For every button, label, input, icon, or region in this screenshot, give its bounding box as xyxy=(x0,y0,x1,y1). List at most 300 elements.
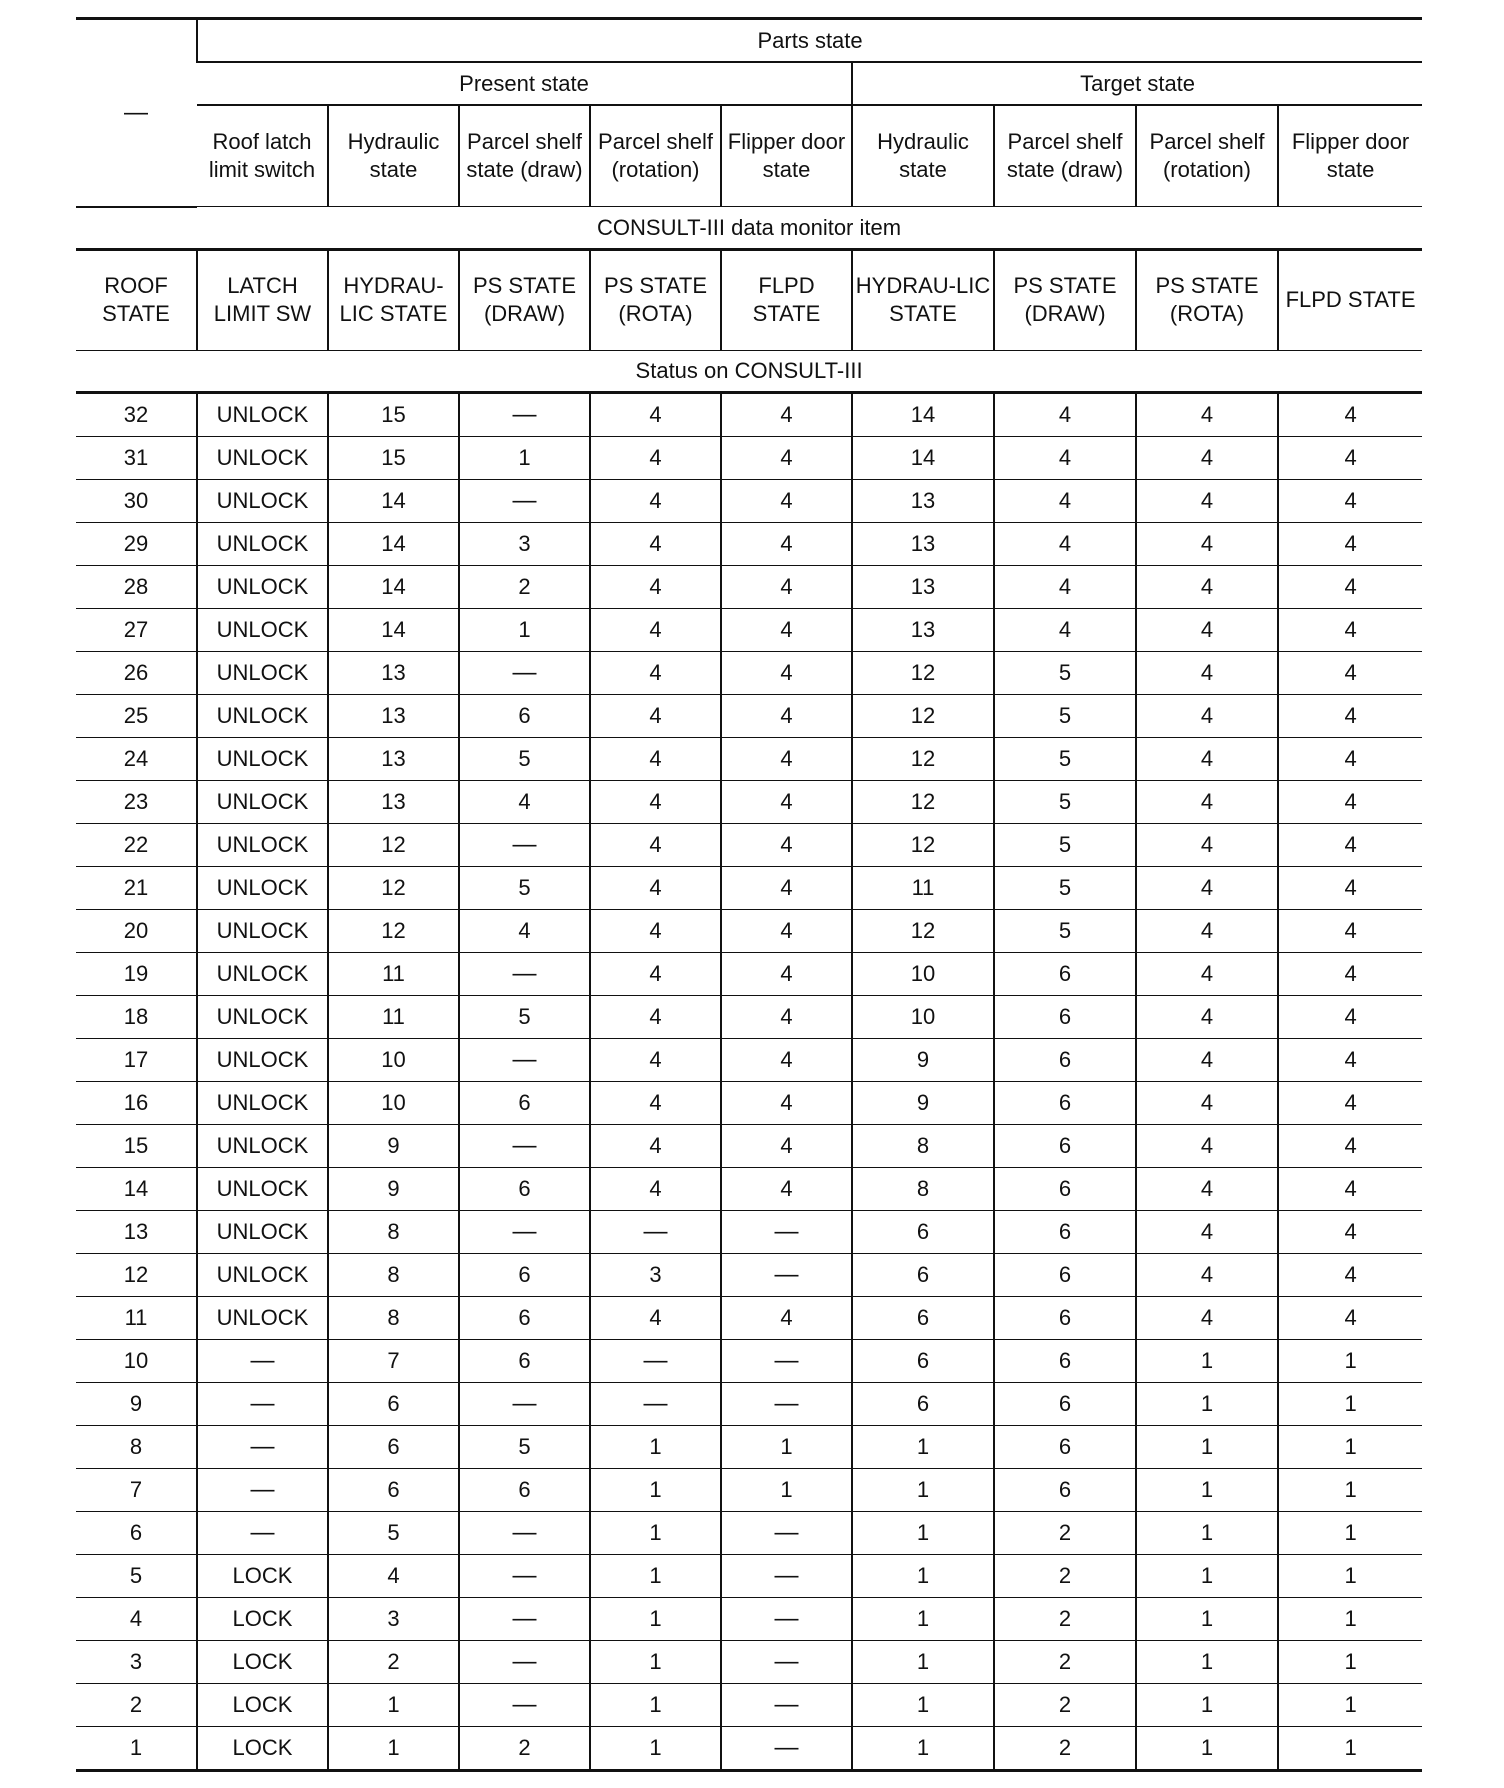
roof-state-cell: 2 xyxy=(76,1683,197,1726)
target-ps-state-rota-cell: 4 xyxy=(1136,1210,1278,1253)
ps-state-draw-cell: — xyxy=(459,1554,590,1597)
target-flpd-state-cell: 4 xyxy=(1278,479,1422,522)
hydraulic-state-cell: 12 xyxy=(328,866,459,909)
target-flpd-state-cell: 1 xyxy=(1278,1554,1422,1597)
ps-state-rota-cell: 4 xyxy=(590,436,721,479)
hydraulic-state-cell: 8 xyxy=(328,1296,459,1339)
roof-state-cell: 26 xyxy=(76,651,197,694)
ps-state-rota-cell: — xyxy=(590,1382,721,1425)
latch-limit-sw-cell: LOCK xyxy=(197,1554,328,1597)
hydraulic-state-cell: 5 xyxy=(328,1511,459,1554)
target-flpd-state-cell: 4 xyxy=(1278,1296,1422,1339)
target-hydraulic-state-cell: 13 xyxy=(852,522,994,565)
table-row xyxy=(76,522,1422,565)
target-flpd-state-cell: 4 xyxy=(1278,1124,1422,1167)
flpd-state-cell: 4 xyxy=(721,436,852,479)
latch-limit-sw-cell: LOCK xyxy=(197,1726,328,1770)
target-ps-state-draw-cell: 4 xyxy=(994,392,1136,436)
ps-state-rota-cell: 4 xyxy=(590,1296,721,1339)
target-flpd-state-cell: 4 xyxy=(1278,565,1422,608)
target-hydraulic-state-cell: 8 xyxy=(852,1167,994,1210)
latch-limit-sw-cell: UNLOCK xyxy=(197,565,328,608)
target-ps-state-draw-cell: 5 xyxy=(994,651,1136,694)
target-flpd-state-cell: 1 xyxy=(1278,1339,1422,1382)
target-ps-state-draw-cell: 6 xyxy=(994,952,1136,995)
roof-state-cell: 24 xyxy=(76,737,197,780)
target-flpd-state-cell: 4 xyxy=(1278,651,1422,694)
target-ps-state-draw-cell: 2 xyxy=(994,1511,1136,1554)
target-ps-state-rota-cell: 4 xyxy=(1136,823,1278,866)
latch-limit-sw-cell: — xyxy=(197,1468,328,1511)
target-hydraulic-state-cell: 1 xyxy=(852,1511,994,1554)
target-hydraulic-state-cell: 12 xyxy=(852,909,994,952)
ps-state-rota-cell: 4 xyxy=(590,952,721,995)
status-on-consult-heading: Status on CONSULT-III xyxy=(76,350,1422,392)
ps-state-rota-cell: 1 xyxy=(590,1726,721,1770)
roof-state-table xyxy=(76,17,1422,1772)
ps-state-draw-cell: 6 xyxy=(459,694,590,737)
target-hydraulic-state-cell: 10 xyxy=(852,995,994,1038)
col-target-parcel-shelf-draw: Parcel shelf state (draw) xyxy=(994,105,1136,207)
table-row xyxy=(76,1726,1422,1770)
latch-limit-sw-cell: LOCK xyxy=(197,1640,328,1683)
ps-state-rota-cell: 1 xyxy=(590,1597,721,1640)
ps-state-draw-cell: 2 xyxy=(459,1726,590,1770)
latch-limit-sw-cell: UNLOCK xyxy=(197,1038,328,1081)
target-ps-state-draw-cell: 2 xyxy=(994,1640,1136,1683)
target-hydraulic-state-cell: 6 xyxy=(852,1296,994,1339)
target-ps-state-draw-cell: 5 xyxy=(994,823,1136,866)
target-ps-state-rota-cell: 4 xyxy=(1136,608,1278,651)
table-row xyxy=(76,1511,1422,1554)
flpd-state-cell: — xyxy=(721,1339,852,1382)
latch-limit-sw-cell: UNLOCK xyxy=(197,436,328,479)
target-flpd-state-cell: 1 xyxy=(1278,1683,1422,1726)
target-ps-state-draw-cell: 6 xyxy=(994,1468,1136,1511)
flpd-state-cell: — xyxy=(721,1511,852,1554)
hydraulic-state-cell: 6 xyxy=(328,1468,459,1511)
ps-state-rota-cell: 4 xyxy=(590,522,721,565)
target-hydraulic-state-cell: 13 xyxy=(852,565,994,608)
hydraulic-state-cell: 13 xyxy=(328,694,459,737)
monitor-ps-state-draw: PS STATE (DRAW) xyxy=(459,249,590,350)
target-ps-state-rota-cell: 4 xyxy=(1136,909,1278,952)
target-flpd-state-cell: 4 xyxy=(1278,952,1422,995)
target-ps-state-rota-cell: 4 xyxy=(1136,651,1278,694)
ps-state-rota-cell: 4 xyxy=(590,1167,721,1210)
table-row xyxy=(76,651,1422,694)
latch-limit-sw-cell: UNLOCK xyxy=(197,522,328,565)
table-row xyxy=(76,995,1422,1038)
ps-state-draw-cell: 5 xyxy=(459,866,590,909)
roof-state-cell: 5 xyxy=(76,1554,197,1597)
flpd-state-cell: 4 xyxy=(721,608,852,651)
table-row xyxy=(76,1253,1422,1296)
target-hydraulic-state-cell: 12 xyxy=(852,694,994,737)
roof-state-cell: 10 xyxy=(76,1339,197,1382)
target-hydraulic-state-cell: 1 xyxy=(852,1468,994,1511)
target-ps-state-rota-cell: 4 xyxy=(1136,952,1278,995)
target-hydraulic-state-cell: 8 xyxy=(852,1124,994,1167)
target-hydraulic-state-cell: 14 xyxy=(852,436,994,479)
ps-state-rota-cell: 4 xyxy=(590,565,721,608)
target-hydraulic-state-cell: 12 xyxy=(852,737,994,780)
ps-state-draw-cell: — xyxy=(459,392,590,436)
target-ps-state-draw-cell: 2 xyxy=(994,1683,1136,1726)
latch-limit-sw-cell: UNLOCK xyxy=(197,479,328,522)
monitor-target-hydraulic-state: HYDRAU-LIC STATE xyxy=(852,249,994,350)
target-hydraulic-state-cell: 1 xyxy=(852,1597,994,1640)
hydraulic-state-cell: 14 xyxy=(328,522,459,565)
table-row xyxy=(76,608,1422,651)
target-flpd-state-cell: 4 xyxy=(1278,1081,1422,1124)
table-row xyxy=(76,1425,1422,1468)
hydraulic-state-cell: 15 xyxy=(328,392,459,436)
ps-state-draw-cell: — xyxy=(459,651,590,694)
ps-state-rota-cell: 1 xyxy=(590,1425,721,1468)
target-flpd-state-cell: 4 xyxy=(1278,522,1422,565)
ps-state-rota-cell: 1 xyxy=(590,1511,721,1554)
col-target-hydraulic-state: Hydraulic state xyxy=(852,105,994,207)
ps-state-rota-cell: — xyxy=(590,1210,721,1253)
table-row xyxy=(76,1167,1422,1210)
monitor-flpd-state: FLPD STATE xyxy=(721,249,852,350)
target-hydraulic-state-cell: 6 xyxy=(852,1382,994,1425)
hydraulic-state-cell: 4 xyxy=(328,1554,459,1597)
hydraulic-state-cell: 10 xyxy=(328,1038,459,1081)
parts-state-heading: Parts state xyxy=(197,19,1422,63)
roof-state-cell: 1 xyxy=(76,1726,197,1770)
ps-state-draw-cell: — xyxy=(459,1382,590,1425)
target-ps-state-rota-cell: 1 xyxy=(1136,1554,1278,1597)
roof-state-cell: 4 xyxy=(76,1597,197,1640)
hydraulic-state-cell: 8 xyxy=(328,1210,459,1253)
col-present-hydraulic-state: Hydraulic state xyxy=(328,105,459,207)
roof-state-cell: 28 xyxy=(76,565,197,608)
flpd-state-cell: — xyxy=(721,1597,852,1640)
target-hydraulic-state-cell: 1 xyxy=(852,1554,994,1597)
col-target-flipper-door: Flipper door state xyxy=(1278,105,1422,207)
ps-state-draw-cell: — xyxy=(459,1124,590,1167)
monitor-ps-state-rota: PS STATE (ROTA) xyxy=(590,249,721,350)
ps-state-rota-cell: 1 xyxy=(590,1554,721,1597)
target-ps-state-draw-cell: 4 xyxy=(994,479,1136,522)
flpd-state-cell: — xyxy=(721,1726,852,1770)
ps-state-draw-cell: 6 xyxy=(459,1167,590,1210)
hydraulic-state-cell: 9 xyxy=(328,1124,459,1167)
hydraulic-state-cell: 9 xyxy=(328,1167,459,1210)
latch-limit-sw-cell: UNLOCK xyxy=(197,1296,328,1339)
target-hydraulic-state-cell: 13 xyxy=(852,479,994,522)
latch-limit-sw-cell: UNLOCK xyxy=(197,995,328,1038)
ps-state-draw-cell: — xyxy=(459,1597,590,1640)
target-ps-state-rota-cell: 1 xyxy=(1136,1511,1278,1554)
flpd-state-cell: 4 xyxy=(721,522,852,565)
table-row xyxy=(76,694,1422,737)
table-row xyxy=(76,780,1422,823)
target-flpd-state-cell: 1 xyxy=(1278,1425,1422,1468)
table-row xyxy=(76,1038,1422,1081)
hydraulic-state-cell: 11 xyxy=(328,995,459,1038)
hydraulic-state-cell: 13 xyxy=(328,651,459,694)
latch-limit-sw-cell: UNLOCK xyxy=(197,1167,328,1210)
flpd-state-cell: 1 xyxy=(721,1468,852,1511)
target-ps-state-rota-cell: 4 xyxy=(1136,565,1278,608)
roof-state-cell: 8 xyxy=(76,1425,197,1468)
table-row xyxy=(76,952,1422,995)
target-flpd-state-cell: 4 xyxy=(1278,737,1422,780)
flpd-state-cell: 4 xyxy=(721,1081,852,1124)
latch-limit-sw-cell: UNLOCK xyxy=(197,866,328,909)
target-flpd-state-cell: 4 xyxy=(1278,608,1422,651)
target-flpd-state-cell: 1 xyxy=(1278,1511,1422,1554)
ps-state-rota-cell: 4 xyxy=(590,1081,721,1124)
roof-state-cell: 29 xyxy=(76,522,197,565)
table-row xyxy=(76,1210,1422,1253)
latch-limit-sw-cell: UNLOCK xyxy=(197,1124,328,1167)
target-ps-state-draw-cell: 2 xyxy=(994,1726,1136,1770)
monitor-target-ps-state-draw: PS STATE (DRAW) xyxy=(994,249,1136,350)
latch-limit-sw-cell: UNLOCK xyxy=(197,780,328,823)
flpd-state-cell: 4 xyxy=(721,823,852,866)
target-ps-state-draw-cell: 6 xyxy=(994,995,1136,1038)
ps-state-rota-cell: 4 xyxy=(590,780,721,823)
target-ps-state-rota-cell: 4 xyxy=(1136,694,1278,737)
roof-state-cell: 22 xyxy=(76,823,197,866)
target-ps-state-draw-cell: 4 xyxy=(994,522,1136,565)
target-ps-state-draw-cell: 6 xyxy=(994,1296,1136,1339)
flpd-state-cell: 4 xyxy=(721,392,852,436)
hydraulic-state-cell: 6 xyxy=(328,1382,459,1425)
target-ps-state-rota-cell: 4 xyxy=(1136,522,1278,565)
target-ps-state-draw-cell: 6 xyxy=(994,1167,1136,1210)
flpd-state-cell: 4 xyxy=(721,694,852,737)
flpd-state-cell: 4 xyxy=(721,909,852,952)
target-flpd-state-cell: 1 xyxy=(1278,1726,1422,1770)
latch-limit-sw-cell: UNLOCK xyxy=(197,909,328,952)
target-ps-state-draw-cell: 4 xyxy=(994,608,1136,651)
ps-state-draw-cell: 6 xyxy=(459,1339,590,1382)
target-hydraulic-state-cell: 1 xyxy=(852,1640,994,1683)
ps-state-rota-cell: — xyxy=(590,1339,721,1382)
roof-state-cell: 30 xyxy=(76,479,197,522)
target-ps-state-rota-cell: 1 xyxy=(1136,1339,1278,1382)
hydraulic-state-cell: 7 xyxy=(328,1339,459,1382)
latch-limit-sw-cell: UNLOCK xyxy=(197,608,328,651)
target-ps-state-rota-cell: 4 xyxy=(1136,995,1278,1038)
hydraulic-state-cell: 1 xyxy=(328,1683,459,1726)
target-hydraulic-state-cell: 12 xyxy=(852,823,994,866)
roof-state-cell: 17 xyxy=(76,1038,197,1081)
hydraulic-state-cell: 1 xyxy=(328,1726,459,1770)
flpd-state-cell: 1 xyxy=(721,1425,852,1468)
table-row xyxy=(76,1554,1422,1597)
roof-state-cell: 32 xyxy=(76,392,197,436)
ps-state-rota-cell: 4 xyxy=(590,1038,721,1081)
target-ps-state-rota-cell: 4 xyxy=(1136,737,1278,780)
col-present-flipper-door: Flipper door state xyxy=(721,105,852,207)
target-ps-state-rota-cell: 1 xyxy=(1136,1468,1278,1511)
roof-state-cell: 16 xyxy=(76,1081,197,1124)
target-ps-state-rota-cell: 4 xyxy=(1136,1124,1278,1167)
roof-state-cell: 12 xyxy=(76,1253,197,1296)
ps-state-draw-cell: 6 xyxy=(459,1468,590,1511)
flpd-state-cell: — xyxy=(721,1640,852,1683)
target-flpd-state-cell: 4 xyxy=(1278,1038,1422,1081)
hydraulic-state-cell: 13 xyxy=(328,737,459,780)
ps-state-draw-cell: — xyxy=(459,1511,590,1554)
table-row xyxy=(76,479,1422,522)
latch-limit-sw-cell: — xyxy=(197,1511,328,1554)
hydraulic-state-cell: 14 xyxy=(328,608,459,651)
target-hydraulic-state-cell: 9 xyxy=(852,1081,994,1124)
target-hydraulic-state-cell: 6 xyxy=(852,1339,994,1382)
ps-state-rota-cell: 4 xyxy=(590,392,721,436)
flpd-state-cell: 4 xyxy=(721,1124,852,1167)
flpd-state-cell: 4 xyxy=(721,1167,852,1210)
flpd-state-cell: 4 xyxy=(721,1038,852,1081)
latch-limit-sw-cell: — xyxy=(197,1382,328,1425)
ps-state-draw-cell: 1 xyxy=(459,436,590,479)
target-hydraulic-state-cell: 10 xyxy=(852,952,994,995)
hydraulic-state-cell: 14 xyxy=(328,565,459,608)
target-ps-state-draw-cell: 6 xyxy=(994,1210,1136,1253)
target-flpd-state-cell: 4 xyxy=(1278,866,1422,909)
ps-state-rota-cell: 4 xyxy=(590,909,721,952)
target-hydraulic-state-cell: 9 xyxy=(852,1038,994,1081)
flpd-state-cell: — xyxy=(721,1253,852,1296)
ps-state-rota-cell: 4 xyxy=(590,479,721,522)
target-ps-state-rota-cell: 1 xyxy=(1136,1683,1278,1726)
ps-state-draw-cell: — xyxy=(459,952,590,995)
target-ps-state-draw-cell: 2 xyxy=(994,1554,1136,1597)
flpd-state-cell: 4 xyxy=(721,651,852,694)
col-target-parcel-shelf-rotation: Parcel shelf (rotation) xyxy=(1136,105,1278,207)
roof-state-cell: 15 xyxy=(76,1124,197,1167)
roof-state-cell: 9 xyxy=(76,1382,197,1425)
table-row xyxy=(76,1339,1422,1382)
latch-limit-sw-cell: — xyxy=(197,1425,328,1468)
target-hydraulic-state-cell: 13 xyxy=(852,608,994,651)
target-ps-state-draw-cell: 6 xyxy=(994,1339,1136,1382)
flpd-state-cell: 4 xyxy=(721,952,852,995)
latch-limit-sw-cell: UNLOCK xyxy=(197,1081,328,1124)
flpd-state-cell: — xyxy=(721,1683,852,1726)
hydraulic-state-cell: 8 xyxy=(328,1253,459,1296)
target-ps-state-rota-cell: 1 xyxy=(1136,1382,1278,1425)
roof-state-cell: 3 xyxy=(76,1640,197,1683)
latch-limit-sw-cell: UNLOCK xyxy=(197,392,328,436)
roof-state-cell: 6 xyxy=(76,1511,197,1554)
target-ps-state-rota-cell: 4 xyxy=(1136,1167,1278,1210)
ps-state-rota-cell: 3 xyxy=(590,1253,721,1296)
table-row xyxy=(76,737,1422,780)
hydraulic-state-cell: 11 xyxy=(328,952,459,995)
target-flpd-state-cell: 4 xyxy=(1278,392,1422,436)
table-row xyxy=(76,392,1422,436)
target-flpd-state-cell: 4 xyxy=(1278,1167,1422,1210)
table-row xyxy=(76,565,1422,608)
target-ps-state-rota-cell: 4 xyxy=(1136,436,1278,479)
ps-state-rota-cell: 4 xyxy=(590,694,721,737)
ps-state-rota-cell: 4 xyxy=(590,651,721,694)
target-hydraulic-state-cell: 1 xyxy=(852,1726,994,1770)
latch-limit-sw-cell: UNLOCK xyxy=(197,1253,328,1296)
ps-state-rota-cell: 4 xyxy=(590,737,721,780)
ps-state-draw-cell: — xyxy=(459,1683,590,1726)
target-ps-state-rota-cell: 4 xyxy=(1136,392,1278,436)
flpd-state-cell: 4 xyxy=(721,737,852,780)
ps-state-draw-cell: 6 xyxy=(459,1081,590,1124)
target-hydraulic-state-cell: 1 xyxy=(852,1425,994,1468)
roof-state-cell: 25 xyxy=(76,694,197,737)
table-row xyxy=(76,1597,1422,1640)
ps-state-draw-cell: 6 xyxy=(459,1296,590,1339)
target-ps-state-draw-cell: 5 xyxy=(994,737,1136,780)
target-ps-state-rota-cell: 1 xyxy=(1136,1640,1278,1683)
target-ps-state-rota-cell: 4 xyxy=(1136,479,1278,522)
target-state-heading: Target state xyxy=(852,62,1422,105)
table-row xyxy=(76,1382,1422,1425)
ps-state-rota-cell: 4 xyxy=(590,995,721,1038)
target-ps-state-rota-cell: 4 xyxy=(1136,1253,1278,1296)
corner-cell: — xyxy=(76,19,197,207)
col-present-parcel-shelf-draw: Parcel shelf state (draw) xyxy=(459,105,590,207)
target-hydraulic-state-cell: 14 xyxy=(852,392,994,436)
hydraulic-state-cell: 6 xyxy=(328,1425,459,1468)
monitor-target-ps-state-rota: PS STATE (ROTA) xyxy=(1136,249,1278,350)
target-flpd-state-cell: 4 xyxy=(1278,1210,1422,1253)
col-present-parcel-shelf-rotation: Parcel shelf (rotation) xyxy=(590,105,721,207)
target-ps-state-rota-cell: 4 xyxy=(1136,1081,1278,1124)
roof-state-cell: 27 xyxy=(76,608,197,651)
target-flpd-state-cell: 1 xyxy=(1278,1597,1422,1640)
target-ps-state-draw-cell: 6 xyxy=(994,1425,1136,1468)
target-ps-state-rota-cell: 4 xyxy=(1136,866,1278,909)
target-ps-state-rota-cell: 1 xyxy=(1136,1726,1278,1770)
ps-state-draw-cell: 5 xyxy=(459,995,590,1038)
latch-limit-sw-cell: — xyxy=(197,1339,328,1382)
hydraulic-state-cell: 15 xyxy=(328,436,459,479)
table-row xyxy=(76,1683,1422,1726)
flpd-state-cell: 4 xyxy=(721,995,852,1038)
ps-state-rota-cell: 4 xyxy=(590,866,721,909)
target-ps-state-rota-cell: 4 xyxy=(1136,780,1278,823)
ps-state-rota-cell: 4 xyxy=(590,608,721,651)
ps-state-rota-cell: 1 xyxy=(590,1683,721,1726)
roof-state-cell: 18 xyxy=(76,995,197,1038)
target-flpd-state-cell: 1 xyxy=(1278,1640,1422,1683)
flpd-state-cell: — xyxy=(721,1382,852,1425)
present-state-heading: Present state xyxy=(197,62,852,105)
target-ps-state-draw-cell: 6 xyxy=(994,1382,1136,1425)
ps-state-draw-cell: 4 xyxy=(459,909,590,952)
hydraulic-state-cell: 12 xyxy=(328,909,459,952)
latch-limit-sw-cell: UNLOCK xyxy=(197,952,328,995)
target-flpd-state-cell: 4 xyxy=(1278,780,1422,823)
target-flpd-state-cell: 1 xyxy=(1278,1382,1422,1425)
hydraulic-state-cell: 10 xyxy=(328,1081,459,1124)
target-flpd-state-cell: 4 xyxy=(1278,436,1422,479)
ps-state-rota-cell: 4 xyxy=(590,1124,721,1167)
target-flpd-state-cell: 1 xyxy=(1278,1468,1422,1511)
flpd-state-cell: 4 xyxy=(721,565,852,608)
table-row xyxy=(76,1081,1422,1124)
target-hydraulic-state-cell: 6 xyxy=(852,1253,994,1296)
ps-state-draw-cell: 2 xyxy=(459,565,590,608)
target-hydraulic-state-cell: 12 xyxy=(852,651,994,694)
ps-state-rota-cell: 1 xyxy=(590,1640,721,1683)
